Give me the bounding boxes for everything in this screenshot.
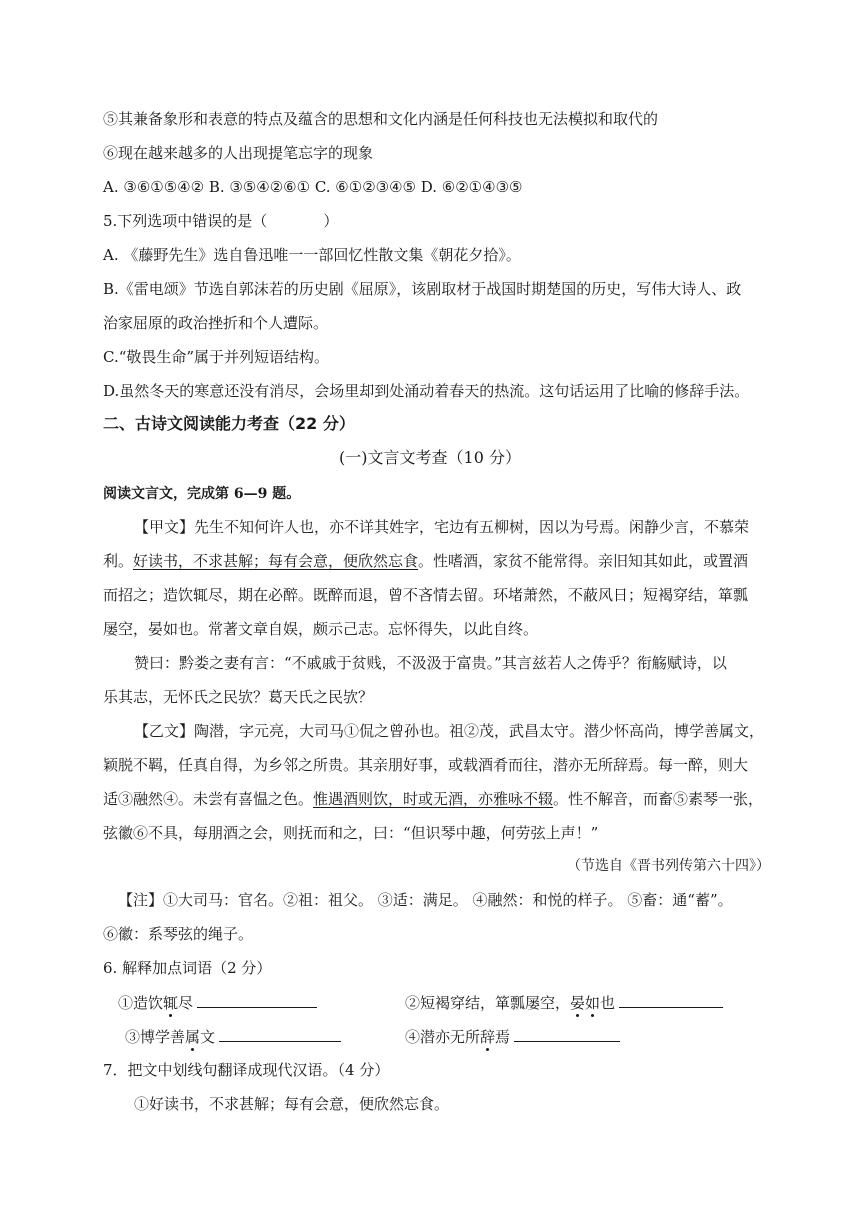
q5-stem-text: 5.下列选项中错误的是（: [103, 212, 268, 230]
q6-item-1: [118, 992, 317, 1013]
reading-instruction: 阅读文言文，完成第 6—9 题。: [103, 486, 301, 502]
q6-stem: 6. 解释加点词语（2 分）: [103, 959, 272, 977]
answer-blank[interactable]: [514, 1026, 620, 1042]
dotted-word: 属: [185, 1028, 201, 1046]
q4-options: A. ③⑥①⑤④② B. ③⑤④②⑥① C. ⑥①②③④⑤ D. ⑥②①④③⑤: [103, 178, 523, 196]
yi-text-line2: 颖脱不羁，任真自得，为乡邻之所贵。其亲朋好事，或载酒肴而往，潜亦无所辞焉。每一醉，则大: [103, 756, 749, 774]
jia-text-line1: 【甲文】先生不知何许人也，亦不详其姓字，宅边有五柳树，因以为号焉。闲静少言，不慕荣: [134, 518, 750, 536]
jia-l2-pre: 利。: [103, 552, 134, 570]
q4-sentence-6: ⑥现在越来越多的人出现提笔忘字的现象: [103, 144, 374, 162]
q5-option-b-line2: 治家屈原的政治挫折和个人遭际。: [103, 314, 329, 332]
q4-sentence-5: ⑤其兼备象形和表意的特点及蕴含的思想和文化内涵是任何科技也无法模拟和取代的: [103, 110, 659, 128]
dotted-word: 辞: [480, 1028, 496, 1046]
yi-l3-pre: 适③融然④。未尝有喜愠之色。: [103, 790, 314, 808]
dotted-word: 晏: [570, 994, 586, 1012]
q6-item-2: [405, 992, 723, 1013]
jia-text-line3: 而招之；造饮辄尽，期在必醉。既醉而退，曾不吝情去留。环堵萧然，不蔽风日；短褐穿结，箪瓢: [103, 586, 749, 604]
q6-i4-post: 焉: [495, 1028, 511, 1046]
q6-item-3: [125, 1026, 341, 1047]
q6-i4-pre: ④潜亦无所: [405, 1028, 481, 1046]
dotted-word: 如: [585, 994, 601, 1012]
yi-text-line4: 弦徽⑥不具，每朋酒之会，则抚而和之，曰：“但识琴中趣，何劳弦上声！”: [103, 824, 599, 842]
q7-stem: 7．把文中划线句翻译成现代汉语。（4 分）: [103, 1061, 390, 1079]
q5-stem-close: ）: [323, 212, 339, 230]
q6-i2-pre: ②短褐穿结，箪瓢屡空，: [405, 994, 571, 1012]
yi-source: （节选自《晋书列传第六十四》）: [567, 858, 770, 874]
q6-i3-pre: ③博学善: [125, 1028, 186, 1046]
section-subtitle: (一)文言文考查（10 分）: [339, 448, 521, 467]
q5-option-d: D.虽然冬天的寒意还没有消尽，会场里却到处涌动着春天的热流。这句话运用了比喻的修辞手法。: [103, 382, 750, 400]
answer-blank[interactable]: [219, 1026, 341, 1042]
notes-line2: ⑥徽：系琴弦的绳子。: [103, 925, 254, 943]
q5-option-a: A. 《藤野先生》选自鲁迅唯一一部回忆性散文集《朝花夕拾》。: [103, 246, 521, 264]
zan-line2: 乐其志，无怀氏之民欤？葛天氏之民欤？: [103, 688, 374, 706]
yi-text-line3: [103, 789, 763, 809]
jia-l2-post: 。性嗜酒，家贫不能常得。亲旧知其如此，或置酒: [418, 552, 749, 570]
yi-text-line1: 【乙文】陶潜，字元亮，大司马①侃之曾孙也。祖②茂，武昌太守。潜少怀高尚，博学善属文，: [134, 722, 765, 740]
jia-text-line2: [103, 551, 748, 571]
q7-item-1: ①好读书，不求甚解；每有会意，便欣然忘食。: [134, 1095, 450, 1113]
answer-blank[interactable]: [619, 992, 723, 1008]
yi-underlined-sentence: 惟遇酒则饮，时或无酒，亦雅咏不辍: [313, 790, 554, 808]
q6-i1-post: 尽: [178, 994, 194, 1012]
jia-underlined-sentence: 好读书，不求甚解；每有会意，便欣然忘食: [133, 552, 419, 570]
q5-option-b-line1: B.《雷电颂》节选自郭沫若的历史剧《屈原》，该剧取材于战国时期楚国的历史，写伟大诗人、政: [103, 280, 742, 298]
q5-option-c: C.“敬畏生命”属于并列短语结构。: [103, 348, 330, 366]
zan-line1: 赞曰：黔娄之妻有言：“不戚戚于贫贱，不汲汲于富贵。”其言兹若人之俦乎？衔觞赋诗，以: [134, 654, 727, 672]
answer-blank[interactable]: [197, 992, 317, 1008]
notes-line1: 【注】①大司马：官名。②祖：祖父。 ③适：满足。 ④融然：和悦的样子。 ⑤畜：通“蓄”。: [118, 891, 733, 909]
section-title: 二、古诗文阅读能力考查（22 分）: [103, 414, 355, 433]
q5-stem: [103, 211, 338, 231]
q6-i1-pre: ①造饮: [118, 994, 164, 1012]
dotted-word: 辄: [163, 994, 179, 1012]
q6-item-4: [405, 1026, 620, 1047]
jia-text-line4: 屡空，晏如也。常著文章自娱，颇示己志。忘怀得失，以此自终。: [103, 620, 539, 638]
q6-i2-post: 也: [600, 994, 616, 1012]
q6-i3-post: 文: [200, 1028, 216, 1046]
yi-l3-post: 。性不解音，而畜⑤素琴一张，: [553, 790, 764, 808]
